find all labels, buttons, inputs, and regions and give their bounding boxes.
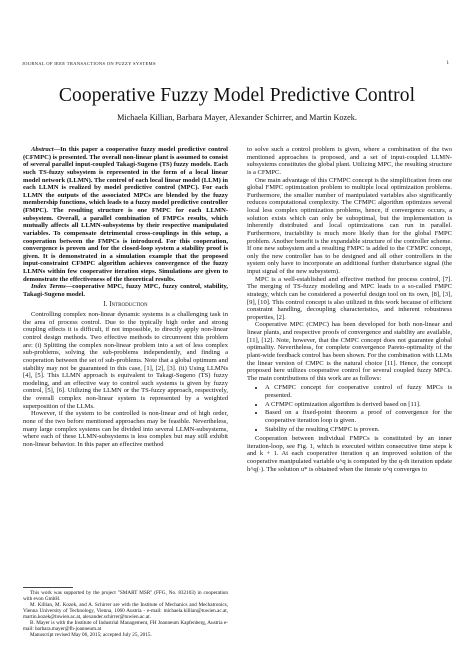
contribution-item: • A CFMPC optimization algorithm is derived based on [11]. — [265, 401, 452, 409]
index-terms-text: —cooperative MPC, fuzzy MPC, fuzzy control, stability, Takagi-Sugeno model. — [23, 283, 228, 298]
contribution-item: • Stability of the resulting CFMPC is proven. — [265, 426, 452, 434]
footnotes — [23, 590, 228, 638]
footnote-rule — [23, 587, 73, 588]
running-head: JOURNAL OF IEEE TRANSACTIONS ON FUZZY SYSTEMS — [22, 61, 156, 66]
index-terms-label: Index Terms — [31, 283, 66, 291]
index-terms — [23, 283, 228, 298]
section-heading: I. Introduction — [103, 300, 148, 308]
right-paragraph-4: Cooperative MPC (CMPC) has been developed for both non-linear and linear plants, and respective proofs of convergence and stability are available, [11], [12]. Note, however, that the CMPC concept does not guarantee global optimality. Nevertheless, for complete convergence Pareto-optimality of the plant-wide feedback control has been shown. For the combination with LLMs the linear version of CMPC is the natural choice [11]. Hence, the concept proposed here utilizes cooperative control for several coupled fuzzy MPCs. The main contributions of this work are as follows: — [247, 321, 452, 382]
abstract-text: —In this paper a cooperative fuzzy model predictive control (CFMPC) is presented. The overall non-linear plant is assumed to consist of several parallel input-coupled Takagi-Sugeno (TS) fuzzy models. Each such TS-fuzzy subsystem is represented in the form of a local linear model network (LLMN). The control of each local linear model (LLM) in each LLMN is realized by model predictive control (MPC). For each LLMN the outputs of the associated MPCs are blended by the fuzzy membership functions, which leads to a fuzzy model predictive controller (FMPC). The resulting structure is one FMPC for each LLMN-subsystem. Overall, a parallel combination of FMPCs results, which mutually affects all LLMN-subsystems by their respective manipulated variables. To compensate detrimental cross-couplings in this setup, a cooperation between the FMPCs is introduced. For this cooperation, convergence is proven and for the closed-loop system a stability proof is given. It is demonstrated in a simulation example that the proposed input-constraint CFMPC algorithm achieves convergence of the fuzzy LLMNs within few cooperative iteration steps. Simulations are given to demonstrate the effectiveness of the theoretical results. — [23, 146, 228, 283]
intro-paragraph-2-part-b: of high order, none of the two before mentioned approaches may be feasible. Nevertheless, many large complex systems can be divided into several LLMN-subsystems, where each of these LLMN-subsystems is less complex but may still exhibit non-linear behavior. In this paper an effective method — [23, 410, 228, 448]
contribution-item: • A CFMPC concept for cooperative control of fuzzy MPCs is presented. — [265, 384, 452, 399]
paper-title: Cooperative Fuzzy Model Predictive Control — [58, 85, 416, 106]
intro-paragraph-1: Controlling complex non-linear dynamic systems is a challenging task in the area of process control. Due to the typically high order and strong coupling effects it is difficult, if not impossible, to directly apply non-linear control design methods. Two effective methods to circumvent this problem are: (i) Splitting the complex non-linear problem into a set of less complex sub-problems, solving the sub-problems independently, and finding a cooperation between the set of sub-problems. Note that a global optimum and stability may not be guaranteed in this case, [1], [2], [3]. (ii) Using LLMNs [4], [5]. This LLMN approach is equivalent to Takagi-Sugeno (TS) fuzzy modeling, and an effective way to control such systems is given by fuzzy control, [5], [6]. Utilizing the LLMN or the TS-fuzzy approach, respectively, the overall complex non-linear system is represented by a weighted superposition of the LLMs. — [23, 311, 228, 410]
right-paragraph-3: MPC is a well-established and effective method for process control, [7]. The merging of TS-fuzzy modeling and MPC leads to a so-called FMPC strategy, which can be considered a powerful design tool on its own, [8], [3], [9], [10]. This control concept is also utilized in this work because of efficient constraint handling, decoupling characteristics, and inherent robustness properties, [2]. — [247, 275, 452, 321]
footnote-affiliation-1: M. Killian, M. Kozek, and A. Schirrer are with the Institute of Mechanics and Mechatronics, Vienna University of Technology, Vienna, 1060 Austria - e-mail: michaela.killian@tuwien.ac.at, martin.kozek@tuwien.ac.at, alexander.schirrer@tuwien.ac.at. — [23, 602, 228, 621]
abstract — [23, 146, 228, 283]
page-number: 1 — [446, 61, 449, 66]
footnote-manuscript: Manuscript revised May 06, 2015; accepted July 25, 2015. — [30, 632, 152, 639]
right-column — [247, 146, 452, 473]
contribution-item: • Based on a fixed-point theorem a proof of convergence for the cooperative iteration loop is given. — [265, 409, 452, 424]
intro-paragraph-2-emphasis: and — [178, 410, 189, 418]
footnote-affiliation-2: B. Mayer is with the Institute of Industrial Management, FH Joanneum Kapfenberg, Austria e-mail: barbara.mayer@fh-joanneum.at — [23, 620, 228, 633]
left-column — [23, 146, 228, 448]
author-list: Michaela Killian, Barbara Mayer, Alexander Schirrer, and Martin Kozek. — [117, 113, 357, 122]
right-paragraph-5: Cooperation between individual FMPCs is constituted by an inner iteration-loop, see Fig. 1, which is executed within consecutive time steps k and k + 1. At each cooperative iteration q an improved solution of the cooperative manipulated variable u^q is computed by the q-th iteration update h^q(·). The solution u* is obtained when the iterate u^q converges to — [247, 435, 452, 473]
abstract-label: Abstract — [31, 146, 54, 153]
right-paragraph-1: to solve such a control problem is given, where a combination of the two mentioned approaches is proposed, and a set of input-coupled LLMN-subsystems constitutes the global plant. Utilizing MPC, the resulting structure is a CFMPC. — [247, 146, 452, 176]
intro-paragraph-2 — [23, 410, 228, 448]
intro-paragraph-2-part-a: However, if the system to be controlled is non-linear — [31, 410, 179, 418]
footnote-funding: This work was supported by the project "SMART MSR" (FFG, No. 832103) in cooperation with evon GmbH. — [23, 590, 228, 603]
right-paragraph-2: One main advantage of this CFMPC concept is the simplification from one global FMPC optimization problem to multiple local optimization problems. Furthermore, the smaller number of manipulated variables also significantly reduces computational complexity. The CFMPC algorithm optimizes several local less complex optimization problems, hence, if convergence occurs, a solution exists which can only be suboptimal, but the implementation is inherently distributed and local optimizations can run in parallel. Furthermore, tractability is much more likely than for the global FMPC problem. Another benefit is the expandable structure of the controller scheme. If one new subsystem and a resulting FMPC is added to the CFMPC concept, only the new controller has to be designed and all other controllers in the system only have to incorporate an additional further disturbance signal (the input signal of the new subsystem). — [247, 176, 452, 275]
contribution-list — [247, 384, 452, 433]
